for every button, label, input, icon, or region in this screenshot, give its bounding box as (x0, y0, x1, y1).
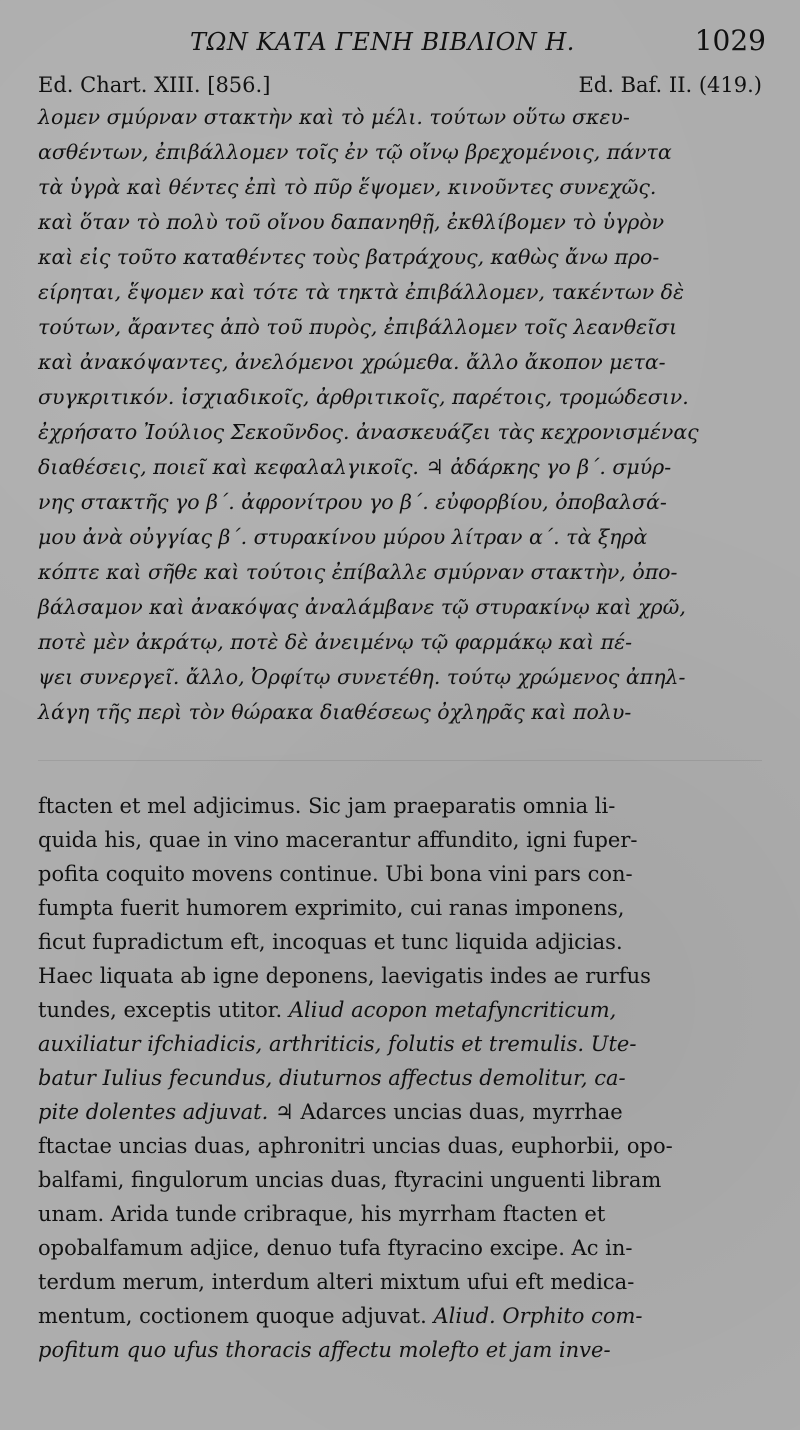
page-number: 1029 (694, 24, 766, 57)
latin-line-italic-segment: Aliud acopon metafyncriticum, (288, 998, 617, 1022)
greek-line: ἐχρήσατο Ἰούλιος Σεκοῦνδος. ἀνασκευάζει τὰς κεχρονισμένας (38, 420, 699, 444)
greek-line: τὰ ὑγρὰ καὶ θέντες ἐπὶ τὸ πῦρ ἕψομεν, κινοῦντες συνεχῶς. (38, 175, 657, 199)
latin-line: quida his, quae in vino macerantur affundito, igni fuper- (38, 828, 638, 852)
greek-line: καὶ εἰς τοῦτο καταθέντες τοὺς βατράχους, καθὼς ἄνω προ- (38, 245, 660, 269)
greek-line: διαθέσεις, ποιεῖ καὶ κεφαλαλγικοῖς. ♃ ἀδάρκης γο β΄. σμύρ- (38, 455, 672, 479)
greek-text-block (38, 100, 766, 730)
greek-line: συγκριτικόν. ἰσχιαδικοῖς, ἀρθριτικοῖς, παρέτοις, τρομώδεσιν. (38, 385, 689, 409)
latin-line-italic-segment: pite dolentes adjuvat. (38, 1100, 269, 1124)
latin-text-block (38, 789, 766, 1367)
latin-line: ficut fupradictum eft, incoquas et tunc liquida adjicias. (38, 930, 623, 954)
latin-line: fumpta fuerit humorem exprimito, cui ranas imponens, (38, 896, 625, 920)
greek-line: κόπτε καὶ σῆθε καὶ τούτοις ἐπίβαλλε σμύρναν στακτὴν, ὀπο- (38, 560, 678, 584)
greek-line: είρηται, ἕψομεν καὶ τότε τὰ τηκτὰ ἐπιβάλλομεν, τακέντων δὲ (38, 280, 685, 304)
edition-left-reference: Ed. Chart. XIII. [856.] (38, 73, 271, 97)
latin-line: unam. Arida tunde cribraque, his myrrham ftacten et (38, 1202, 606, 1226)
running-title: ΤΩΝ ΚΑΤΑ ΓΕΝΗ ΒΙΒΛΙΟΝ Η. (190, 28, 575, 56)
greek-line: τούτων, ἄραντες ἀπὸ τοῦ πυρὸς, ἐπιβάλλομεν τοῖς λεανθεῖσι (38, 315, 678, 339)
greek-line: καὶ ἀνακόψαντες, ἀνελόμενοι χρώμεθα. ἄλλο ἄκοπον μετα- (38, 350, 666, 374)
latin-line: opobalfamum adjice, denuo tufa ftyracino excipe. Ac in- (38, 1236, 633, 1260)
latin-line: auxiliatur ifchiadicis, arthriticis, folutis et tremulis. Ute- (38, 1032, 637, 1056)
latin-line-segment: tundes, exceptis utitor. (38, 998, 289, 1022)
greek-line: νης στακτῆς γο β΄. ἀφρονίτρου γο β΄. εὐφορβίου, ὀποβαλσά- (38, 490, 667, 514)
greek-line: βάλσαμον καὶ ἀνακόψας ἀναλάμβανε τῷ στυρακίνῳ καὶ χρῶ, (38, 595, 686, 619)
latin-line: balfami, fingulorum uncias duas, ftyracini unguenti libram (38, 1168, 662, 1192)
latin-line: pofitum quo ufus thoracis affectu molefto et jam inve- (38, 1338, 611, 1362)
latin-line: ftacten et mel adjicimus. Sic jam praeparatis omnia li- (38, 794, 616, 818)
section-divider (38, 760, 762, 761)
latin-line: terdum merum, interdum alteri mixtum ufui eft medica- (38, 1270, 635, 1294)
latin-line: Haec liquata ab igne deponens, laevigatis indes ae rurfus (38, 964, 651, 988)
latin-line: batur Iulius fecundus, diuturnos affectus demolitur, ca- (38, 1066, 626, 1090)
greek-line: μου ἀνὰ οὐγγίας β΄. στυρακίνου μύρου λίτραν α΄. τὰ ξηρὰ (38, 525, 648, 549)
greek-line: ψει συνεργεῖ. ἄλλο, Ὀρφίτῳ συνετέθη. τούτῳ χρώμενος ἀπηλ- (38, 665, 686, 689)
edition-right-reference: Ed. Baf. II. (419.) (578, 73, 762, 97)
latin-line-segment: mentum, coctionem quoque adjuvat. (38, 1304, 434, 1328)
greek-line: λομεν σμύρναν στακτὴν καὶ τὸ μέλι. τούτων οὕτω σκευ- (38, 105, 630, 129)
latin-line (38, 1095, 766, 1129)
running-head (0, 24, 800, 62)
latin-line (38, 1299, 766, 1333)
greek-line: καὶ ὅταν τὸ πολὺ τοῦ οἴνου δαπανηθῇ, ἐκθλίβομεν τὸ ὑγρὸν (38, 210, 665, 234)
greek-line: ασθέντων, ἐπιβάλλομεν τοῖς ἐν τῷ οἴνῳ βρεχομένοις, πάντα (38, 140, 672, 164)
greek-line: λάγη τῆς περὶ τὸν θώρακα διαθέσεως ὀχληρᾶς καὶ πολυ- (38, 700, 632, 724)
greek-line: ποτὲ μὲν ἀκράτῳ, ποτὲ δὲ ἀνειμένῳ τῷ φαρμάκῳ καὶ πέ- (38, 630, 633, 654)
latin-line-segment: ♃ Adarces uncias duas, myrrhae (274, 1100, 623, 1124)
latin-line: pofita coquito movens continue. Ubi bona vini pars con- (38, 862, 633, 886)
edition-reference-line (38, 73, 762, 103)
latin-line-italic-segment: Aliud. Orphito com- (433, 1304, 643, 1328)
latin-line (38, 993, 766, 1027)
latin-line: ftactae uncias duas, aphronitri uncias duas, euphorbii, opo- (38, 1134, 673, 1158)
